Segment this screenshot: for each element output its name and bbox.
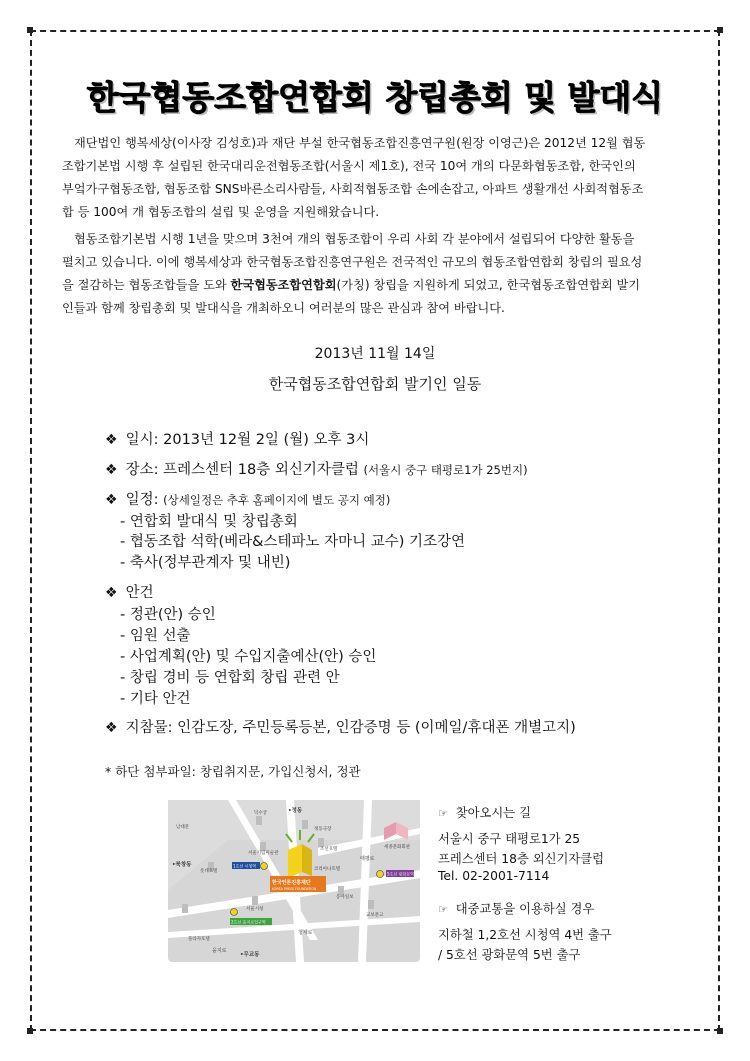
map-label: •북창동 [172,862,192,868]
paragraph-line [62,274,690,297]
map-label: •정동 [288,808,303,814]
agenda-subitem: - 창립 경비 등 연합회 창립 관련 안 [120,670,340,686]
intro-paragraph-1 [62,132,690,224]
map-label: 을지로 [212,948,227,954]
bold-org-name: 한국협동조합연합회 [230,278,337,292]
pointing-hand-icon: ☞ [438,903,448,916]
program-item [105,488,390,509]
map-label: 남대문 [176,825,190,830]
station-marker [261,863,268,870]
map-label: 서울시립미술관 [248,851,279,856]
map-building [256,816,262,825]
map-label: 플라자호텔 [188,937,210,942]
transit-line-2: / 5호선 광화문역 5번 출구 [438,948,581,962]
diamond-bullet-icon: ❖ [105,462,118,478]
border-corner [717,27,723,33]
map-label: 조선호텔 [320,847,338,852]
paragraph-line: 부엌가구협동조합, 협동조합 SNS바른소리사람들, 사회적협동조합 손에손잡고, 아파트 생활개선 사회적협동조 [62,182,644,196]
border-corner [717,1028,723,1034]
program-label: 일정: [125,492,159,508]
paragraph-line: 협동조합기본법 시행 1년을 맞으며 3천여 개의 협동조합이 우리 사회 각 분야에서 설립되어 다양한 활동을 [74,232,635,246]
map-label: 서울시청 [246,907,264,912]
diamond-bullet-icon: ❖ [105,720,118,736]
map-label: 세종문화회관 [384,845,411,850]
transit-heading-text: 대중교통을 이용하실 경우 [455,902,595,916]
program-subitem: - 협동조합 석학(베라&스테파노 자마니 교수) 기조강연 [120,534,466,550]
agenda-subitem: - 정관(안) 승인 [120,607,216,623]
diamond-bullet-icon: ❖ [105,492,118,508]
agenda-subitem: - 기타 안건 [120,691,191,707]
paragraph-text: (가칭) 창립을 지원하게 되었고, 한국협동조합연합회 발기 [336,278,641,292]
border-corner [27,27,33,33]
location-map [168,800,420,962]
program-subitem: - 연합회 발대식 및 창립총회 [120,514,298,530]
program-subitem: - 축사(정부관계자 및 내빈) [120,555,291,571]
pointing-hand-icon: ☞ [438,807,448,820]
directions-tel: Tel. 02-2001-7114 [438,869,550,883]
map-label: 동아일보 [336,895,354,900]
agenda-item [105,581,154,602]
schedule-time: 일시: 2013년 12월 2일 (월) 오후 3시 [125,432,370,448]
map-label: 한국언론진흥재단 [272,880,311,886]
map-label: 2호선 을지로입구역 [231,919,266,925]
map-label: 덕수궁 [254,811,268,816]
directions-address: 서울시 중구 태평로1가 25 [438,832,581,846]
map-building [182,904,188,913]
directions-heading-text: 찾아오시는 길 [455,806,531,820]
attachment-note: * 하단 첨부파일: 창립취지문, 가입신청서, 정관 [105,764,361,779]
organizer: 한국협동조합연합회 발기인 일동 [268,375,482,393]
map-building [252,896,258,905]
agenda-subitem: - 임원 선출 [120,628,191,644]
map-building [368,900,374,909]
paragraph-line: 인들과 함께 창립총회 및 발대식을 개최하오니 여러분의 많은 관심과 참여 바랍니다. [62,301,505,315]
map-building [302,820,308,829]
map-label: 롯데호텔 [200,869,218,874]
paragraph-line: 합 등 100여 개 협동조합의 설립 및 운영을 지원해왔습니다. [62,205,380,219]
map-label: 코리아나호텔 [314,867,341,872]
agenda-subitem: - 사업계획(안) 및 수입지출예산(안) 승인 [120,649,377,665]
map-label: 5호선 광화문역 [387,871,415,877]
venue-item [105,458,528,479]
border-corner [27,1028,33,1034]
venue-address: (서울시 중구 태평로1가 25번지) [363,463,528,477]
paragraph-line: 펼치고 있습니다. 이에 행복세상과 한국협동조합진흥연구원은 전국적인 규모의 협동조합연합회 창립의 필요성 [62,255,643,269]
map-label: 교보문고 [366,913,384,918]
schedule-time-item [105,428,369,449]
map-building [318,838,324,847]
map-label: 정동극장 [314,827,332,832]
map-label: 청계로 [298,930,313,936]
announcement-date: 2013년 11월 14일 [314,346,436,362]
paragraph-text: 을 절감하는 협동조합들을 도와 [62,278,231,292]
agenda-label: 안건 [125,585,154,601]
map-label: •무교동 [240,952,260,958]
program-note: (상세일정은 추후 홈페이지에 별도 공지 예정) [163,493,391,507]
map-label: KOREA PRESS FOUNDATION [272,887,317,891]
document-title: 한국협동조합연합회 창립총회 및 발대식 [86,78,664,117]
map-building [338,886,344,895]
map-building [260,842,266,851]
transit-heading [438,899,594,917]
paragraph-line: 조합기본법 시행 후 설립된 한국대리운전협동조합(서울시 제1호), 전국 10여 개의 다문화협동조합, 한국인의 [62,159,636,173]
station-marker [377,871,384,878]
station-marker [231,909,238,916]
transit-line-1: 지하철 1,2호선 시청역 4번 출구 [438,928,612,942]
diamond-bullet-icon: ❖ [105,432,118,448]
intro-paragraph-2 [62,228,690,320]
paragraph-line: 재단법인 행복세상(이사장 김성호)과 재단 부설 한국협동조합진흥연구원(원장 이영근)은 2012년 12월 협동 [74,136,646,150]
bring-items-text: 지참물: 인감도장, 주민등록등본, 인감증명 등 (이메일/휴대폰 개별고지) [125,720,576,736]
directions-building: 프레스센터 18층 외신기자클럽 [438,852,605,866]
venue-main: 장소: 프레스센터 18층 외신기자클럽 [125,462,359,478]
directions-heading [438,803,531,821]
map-label: 1호선 시청역 [233,863,257,869]
map-label: 태평로 [360,856,375,862]
diamond-bullet-icon: ❖ [105,585,118,601]
bring-items [105,716,576,737]
